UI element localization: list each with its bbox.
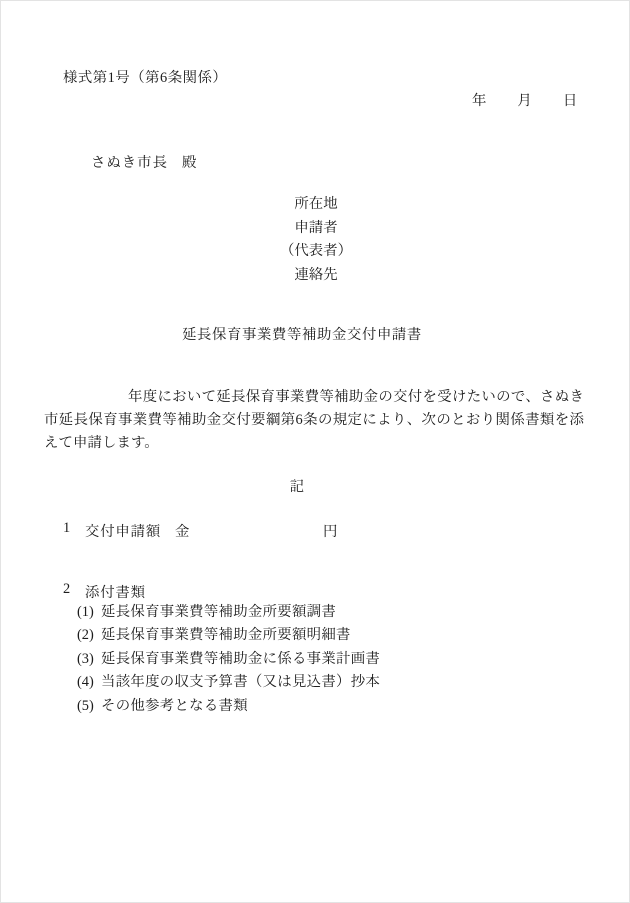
date-day-label: 日 [562, 93, 578, 109]
attachments-list [77, 601, 380, 718]
attachment-item-5 [77, 695, 380, 718]
date-line [472, 89, 577, 110]
attachment-3-number: (3) [77, 650, 94, 667]
record-mark: 記 [289, 479, 305, 495]
attachment-5-text: その他参考となる書類 [101, 697, 248, 714]
attachment-4-number: (4) [77, 674, 94, 691]
attachments-heading-line [1, 581, 629, 601]
item1-label: 交付申請額 [85, 524, 161, 540]
attachment-3-text: 延長保育事業費等補助金に係る事業計画書 [101, 650, 381, 667]
attachment-1-number: (1) [77, 604, 94, 620]
item1-number: 1 [63, 520, 71, 536]
item2-number: 2 [63, 581, 71, 597]
date-year-label: 年 [472, 93, 487, 109]
attachment-2-text: 延長保育事業費等補助金所要額明細書 [101, 627, 351, 644]
addressee-honorific: 殿 [181, 155, 198, 171]
attachment-item-2 [77, 624, 380, 647]
date-month-label: 月 [517, 93, 532, 109]
attachment-item-3 [77, 648, 380, 671]
applicant-contact-label: 連絡先 [294, 266, 338, 283]
currency-suffix: 円 [323, 524, 338, 540]
addressee-line [91, 151, 197, 172]
applicant-info-block [256, 193, 376, 287]
application-amount-line [1, 520, 629, 540]
document-title: 延長保育事業費等補助金交付申請書 [182, 327, 422, 343]
attachment-5-number: (5) [77, 697, 94, 714]
applicant-name-label: 申請者 [294, 219, 338, 236]
item2-label: 添付書類 [85, 585, 146, 601]
applicant-location-label: 所在地 [294, 196, 338, 212]
form-number-label: 様式第1号（第6条関係） [63, 70, 228, 86]
addressee-name: さぬき市長 [91, 155, 168, 171]
attachment-item-4 [77, 671, 380, 694]
body-paragraph: 年度において延長保育事業費等補助金の交付を受けたいので、さぬき市延長保育事業費等補助金交付要綱第6条の規定により、次のとおり関係書類を添えて申請します。 [44, 389, 584, 452]
attachment-1-text: 延長保育事業費等補助金所要額調書 [101, 604, 337, 620]
attachment-2-number: (2) [77, 627, 94, 644]
attachment-4-text: 当該年度の収支予算書（又は見込書）抄本 [101, 674, 381, 691]
currency-prefix: 金 [175, 524, 190, 540]
applicant-representative-label: （代表者） [280, 243, 352, 259]
attachment-item-1 [77, 601, 380, 624]
